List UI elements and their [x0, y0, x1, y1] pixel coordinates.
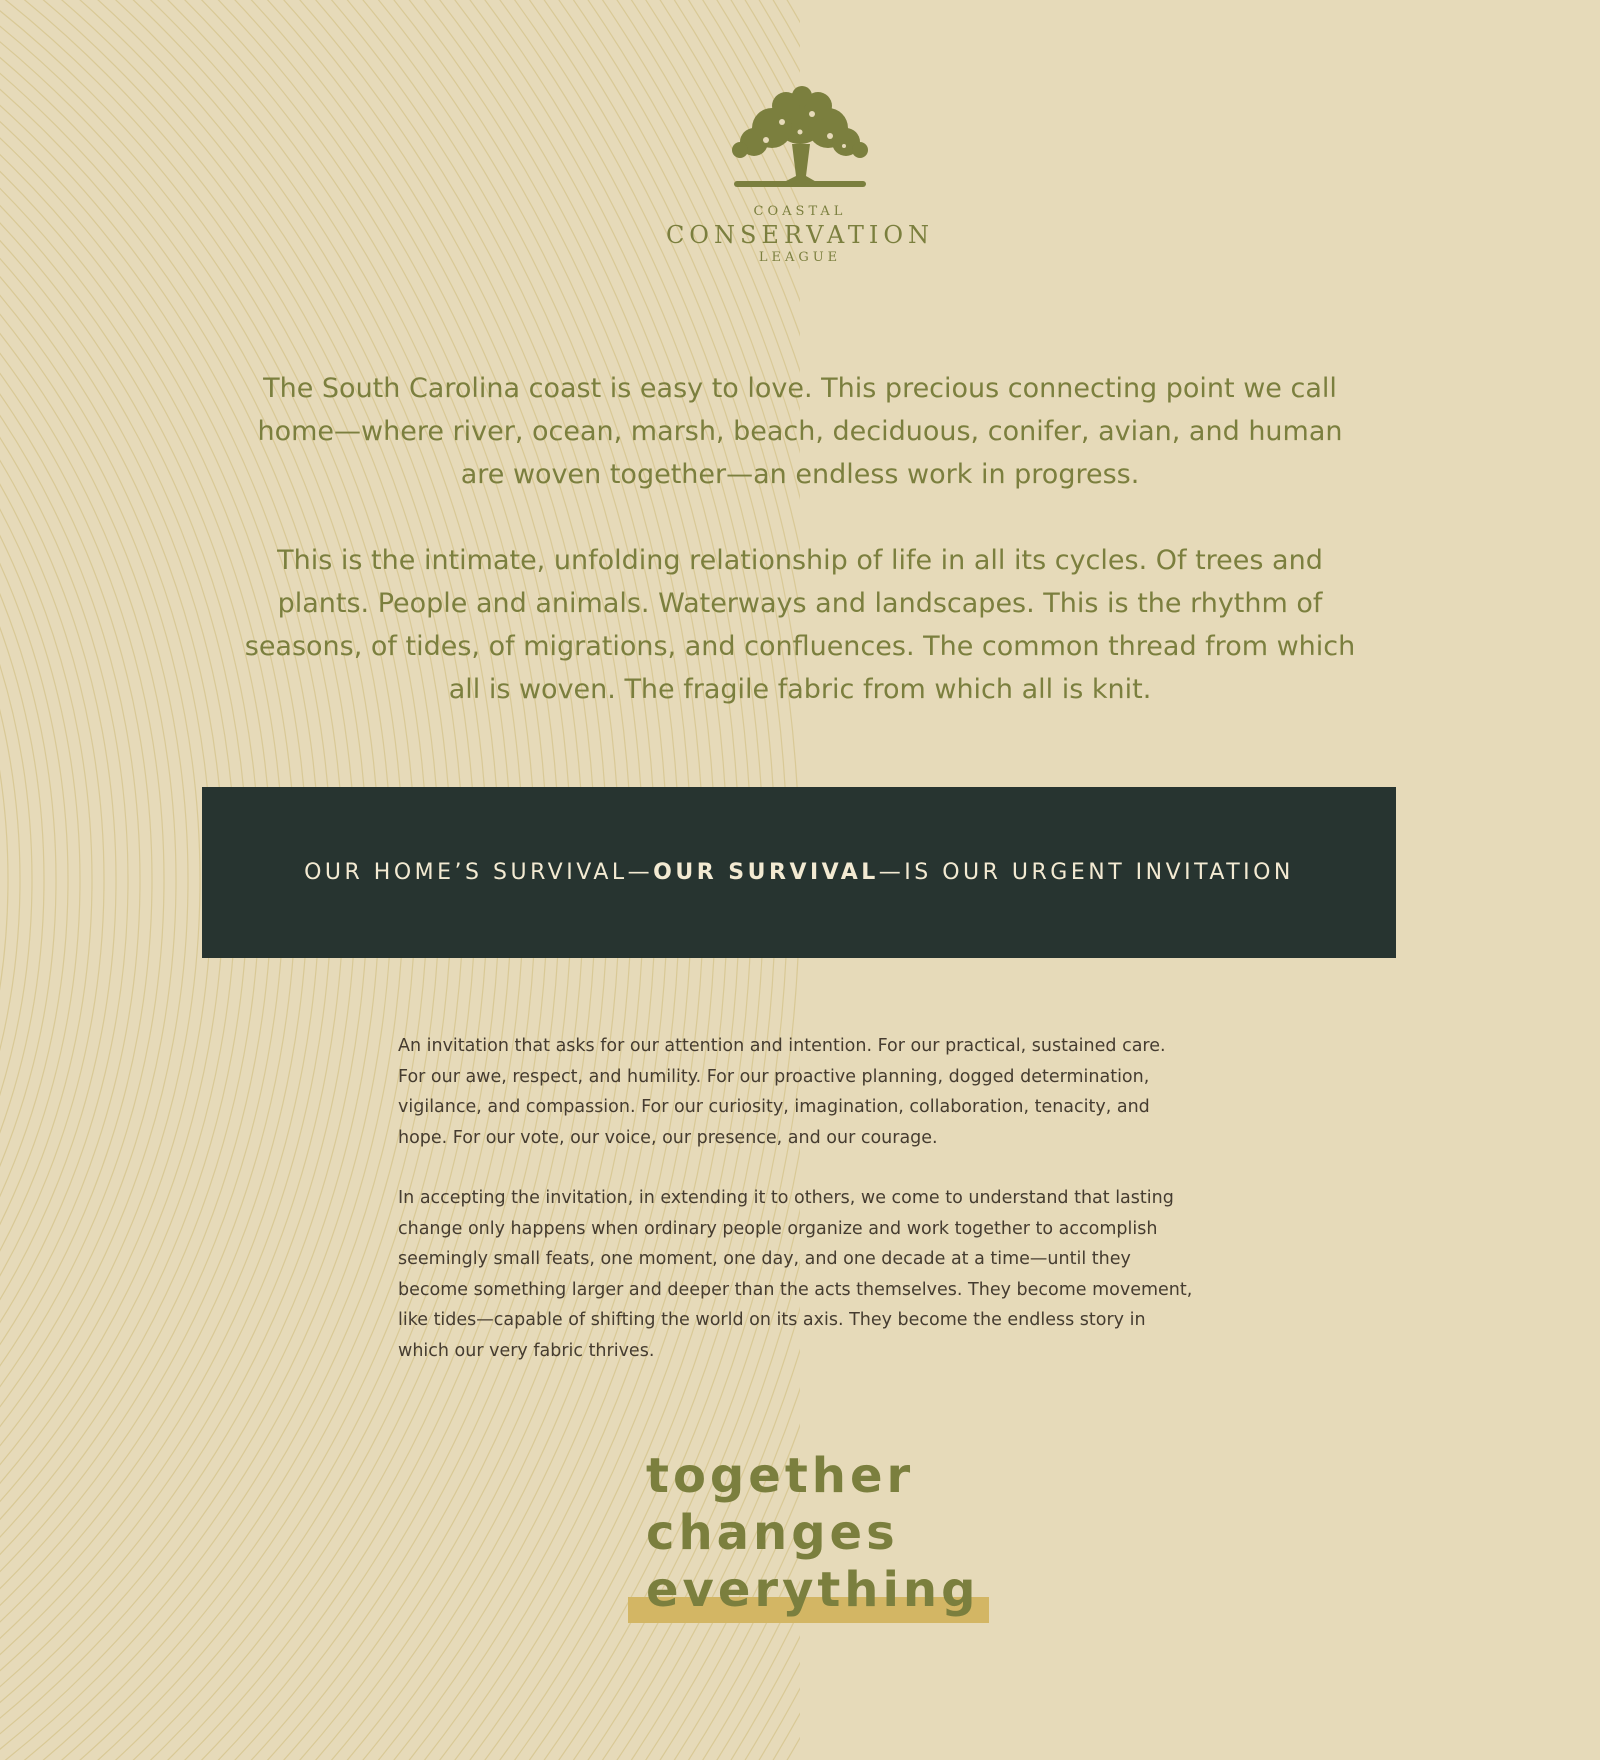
tagline-line-3: everything [646, 1562, 980, 1618]
urgent-invitation-banner [202, 787, 1396, 958]
body-paragraph-2: In accepting the invitation, in extending it to others, we come to understand that lasting change only happens when ordinary people organize and work together to accomplish seemingly small feats, one moment, one day, and one decade at a time—until they become something larger and deeper than the acts themselves. They become movement, like tides—capable of shifting the world on its axis. They become the endless story in which our very fabric thrives. [398, 1188, 1193, 1361]
banner-text-bold: OUR SURVIVAL [653, 860, 879, 885]
banner-text-part-1: OUR HOME’S SURVIVAL— [304, 860, 654, 885]
tagline [646, 1448, 979, 1619]
tagline-line-1: together [646, 1448, 915, 1504]
intro-section [240, 367, 1360, 754]
intro-paragraph-1: The South Carolina coast is easy to love. This precious connecting point we call home—where river, ocean, marsh, beach, deciduous, conifer, avian, and human are woven together—an endless work in progress. [257, 373, 1343, 490]
banner-text-part-3: —IS OUR [878, 860, 1012, 885]
tagline-highlight [646, 1562, 979, 1619]
banner-headline [304, 860, 1294, 885]
logo-line-league: LEAGUE [758, 250, 842, 265]
intro-paragraph-2: This is the intimate, unfolding relationship of life in all its cycles. Of trees and plants. People and animals. Waterways and landscapes. This is the rhythm of seasons, of tides, of migrations, and confluences. The common thread from which all is woven. The fragile fabric from which all is knit. [244, 545, 1356, 705]
logo-line-coastal: COASTAL [753, 204, 847, 219]
banner-highlight-text: URGENT INVITATION [1011, 860, 1294, 885]
oak-tree-icon [720, 84, 880, 194]
body-copy [398, 1031, 1198, 1396]
banner-highlight [1012, 860, 1294, 885]
body-paragraph-1: An invitation that asks for our attention and intention. For our practical, sustained care. For our awe, respect, and humility. For our proactive planning, dogged determination, vigilance, and compassion. For our curiosity, imagination, collaboration, tenacity, and hope. For our vote, our voice, our presence, and our courage. [398, 1036, 1166, 1148]
logo [0, 84, 1600, 266]
tagline-line-2: changes [646, 1505, 899, 1561]
logo-line-conservation: CONSERVATION [665, 221, 935, 249]
